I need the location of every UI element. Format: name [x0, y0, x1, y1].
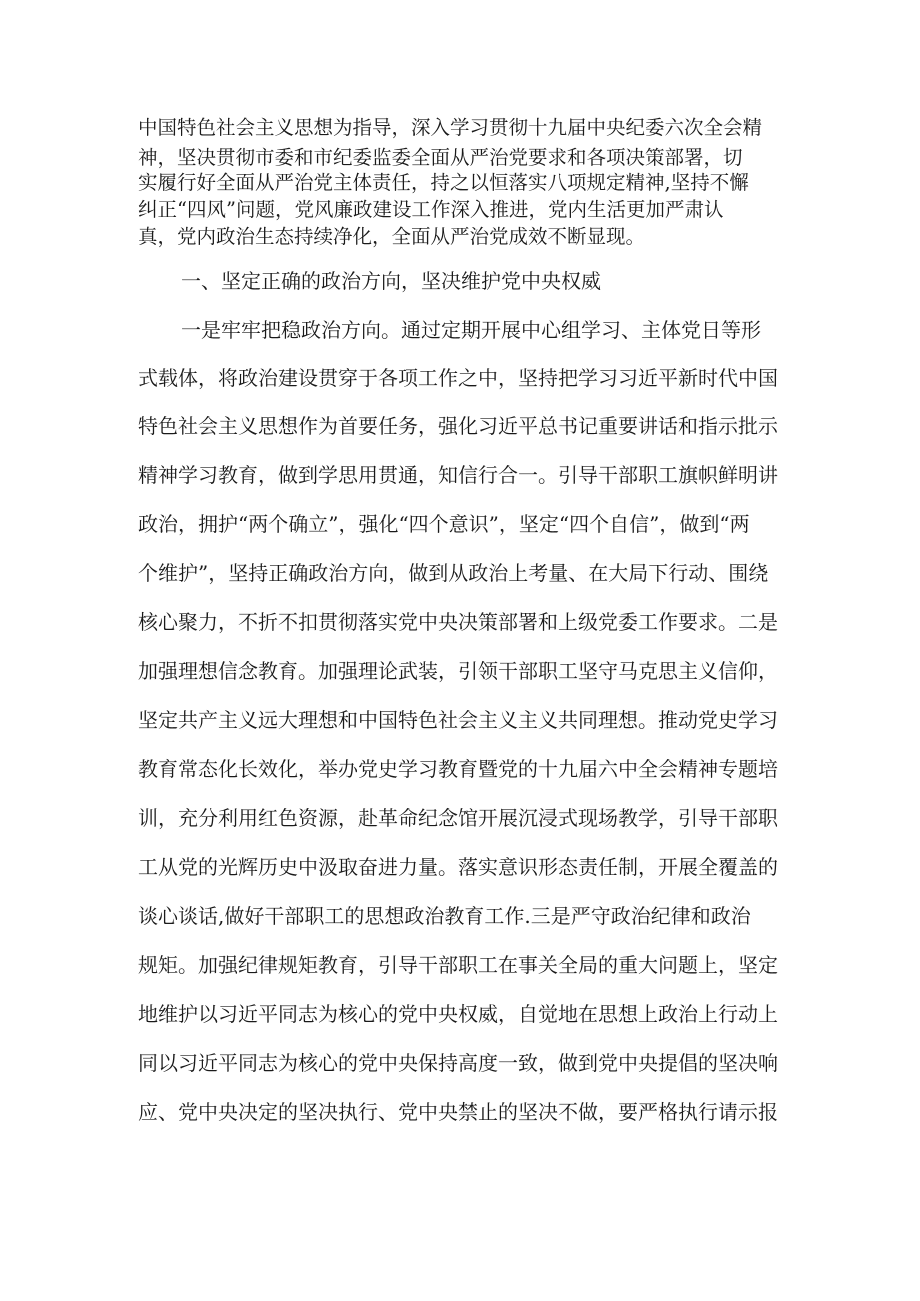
body-line: 加强理想信念教育。加强理论武装，引领干部职工坚守马克思主义信仰，: [138, 659, 778, 683]
section-heading: 一、坚定正确的政治方向，坚决维护党中央权威: [181, 269, 601, 293]
body-line: 训，充分利用红色资源，赴革命纪念馆开展沉浸式现场教学，引导干部职: [138, 806, 778, 830]
body-line: 一是牢牢把稳政治方向。通过定期开展中心组学习、主体党日等形: [181, 318, 761, 342]
body-line: 教育常态化长效化，举办党史学习教育暨党的十九届六中全会精神专题培: [138, 757, 778, 781]
body-line: 谈心谈话,做好干部职工的思想政治教育工作.三是严守政治纪律和政治: [138, 904, 751, 928]
body-line: 坚定共产主义远大理想和中国特色社会主义主义共同理想。推动党史学习: [138, 708, 778, 732]
body-line: 应、党中央决定的坚决执行、党中央禁止的坚决不做，要严格执行请示报: [138, 1100, 778, 1124]
intro-line: 神，坚决贯彻市委和市纪委监委全面从严治党要求和各项决策部署，切: [138, 146, 743, 169]
intro-line: 实履行好全面从严治党主体责任，持之以恒落实八项规定精神,坚持不懈: [138, 171, 749, 194]
body-line: 核心聚力，不折不扣贯彻落实党中央决策部署和上级党委工作要求。二是: [138, 610, 778, 634]
body-line: 同以习近平同志为核心的党中央保持高度一致，做到党中央提倡的坚决响: [138, 1051, 778, 1075]
body-line: 个维护”，坚持正确政治方向，做到从政治上考量、在大局下行动、围绕: [138, 561, 769, 585]
body-line: 规矩。加强纪律规矩教育，引导干部职工在事关全局的重大问题上，坚定: [138, 953, 778, 977]
body-line: 工从党的光辉历史中汲取奋进力量。落实意识形态责任制，开展全覆盖的: [138, 855, 778, 879]
body-line: 精神学习教育，做到学思用贯通，知信行合一。引导干部职工旗帜鲜明讲: [138, 463, 778, 487]
body-line: 地维护以习近平同志为核心的党中央权威，自觉地在思想上政治上行动上: [138, 1002, 778, 1026]
body-line: 特色社会主义思想作为首要任务，强化习近平总书记重要讲话和指示批示: [138, 414, 778, 438]
body-line: 政治，拥护“两个确立”，强化“四个意识”，坚定“四个自信”，做到“两: [138, 512, 750, 536]
intro-line: 纠正“四风”问题，党风廉政建设工作深入推进，党内生活更加严肃认: [138, 198, 724, 221]
intro-line: 中国特色社会主义思想为指导，深入学习贯彻十九届中央纪委六次全会精: [138, 116, 763, 139]
body-line: 式载体，将政治建设贯穿于各项工作之中，坚持把学习习近平新时代中国: [138, 366, 778, 390]
intro-line: 真，党内政治生态持续净化，全面从严治党成效不断显现。: [138, 225, 646, 248]
